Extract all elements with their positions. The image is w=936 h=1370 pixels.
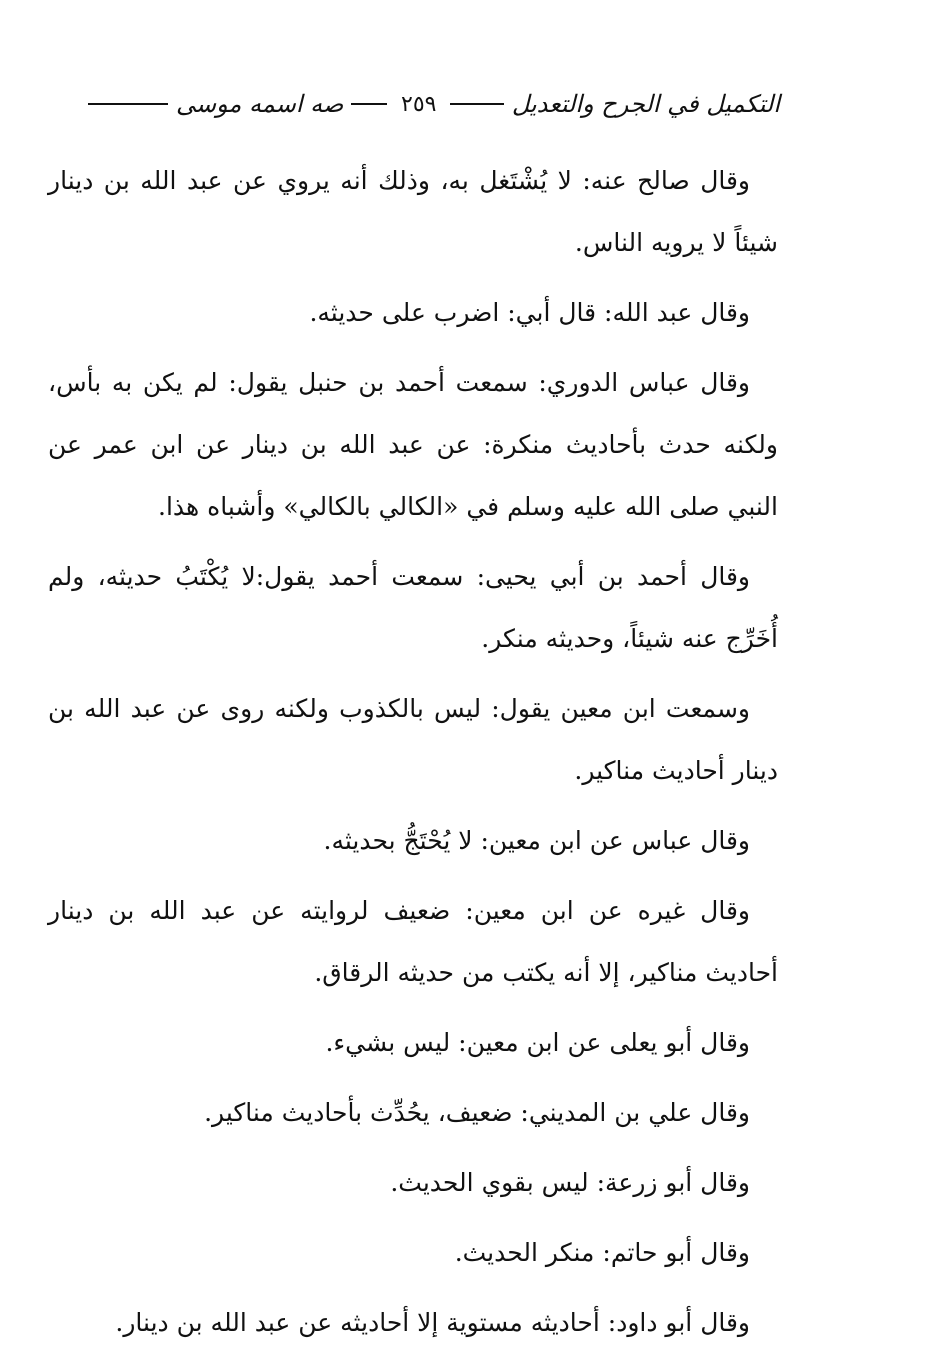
header-rule [450,103,503,105]
header-rule [351,103,387,105]
running-head [80,80,780,128]
paragraph: وقال أبو حاتم: منكر الحديث. [454,1238,750,1267]
paragraph: وقال غيره عن ابن معين: ضعيف لروايته عن عبد الله بن دينار أحاديث مناكير، إلا أنه يكتب من حديثه الرقاق. [48,896,778,987]
paragraph: وسمعت ابن معين يقول: ليس بالكذوب ولكنه روى عن عبد الله بن دينار أحاديث مناكير. [48,694,778,785]
page-number: ٢٥٩ [401,91,437,117]
paragraph: وقال صالح عنه: لا يُشْتَغل به، وذلك أنه يروي عن عبد الله بن دينار شيئاً لا يرويه الناس. [48,166,778,257]
paragraph: وقال عبد الله: قال أبي: اضرب على حديثه. [309,298,750,327]
paragraph: وقال عباس عن ابن معين: لا يُحْتَجُّ بحديثه. [323,826,750,855]
main-text [48,150,778,1362]
paragraph: وقال عباس الدوري: سمعت أحمد بن حنبل يقول: لم يكن به بأس، ولكنه حدث بأحاديث منكرة: عن عبد الله بن دينار عن ابن عمر عن النبي صلى الله عليه وسلم في «الكالي بالكالي» وأشباه هذا. [48,368,778,521]
paragraph: وقال أبو زرعة: ليس بقوي الحديث. [390,1168,750,1197]
author-name: صه اسمه موسى [176,90,344,118]
paragraph: وقال علي بن المديني: ضعيف، يحُدِّث بأحاديث مناكير. [204,1098,750,1127]
paragraph: وقال أحمد بن أبي يحيى: سمعت أحمد يقول:لا يُكْتَبُ حديثه، ولم أُخَرِّج عنه شيئاً، وحديثه منكر. [48,562,778,653]
book-title: التكميل في الجرح والتعديل [511,90,780,118]
paragraph: وقال أبو داود: أحاديثه مستوية إلا أحاديثه عن عبد الله بن دينار. [115,1308,750,1337]
header-rule [88,103,168,105]
paragraph: وقال أبو يعلى عن ابن معين: ليس بشيء. [325,1028,750,1057]
